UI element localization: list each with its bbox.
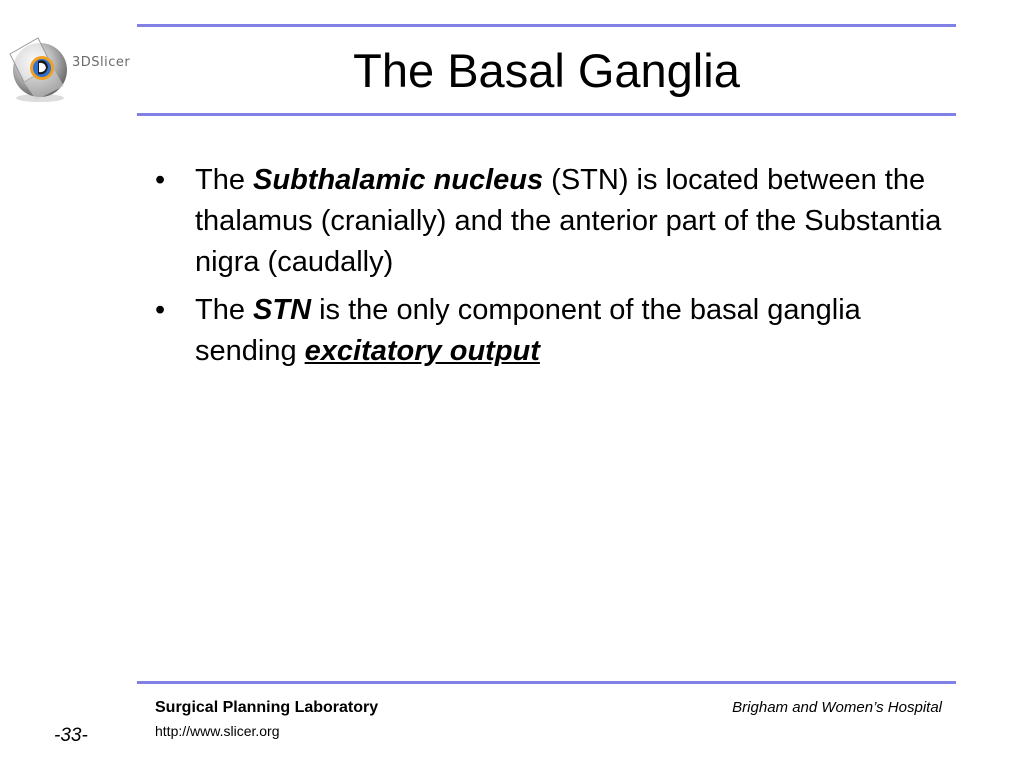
text-segment: (STN) is located between the thalamus (cranially) and the anterior part of the Substantia nigra (caudally) — [195, 164, 942, 278]
bullet-dot-icon: • — [155, 164, 166, 196]
text-segment: The — [195, 164, 254, 196]
title-rule — [137, 113, 956, 116]
emphasized-underlined-term: excitatory output — [304, 335, 540, 367]
top-rule — [137, 24, 956, 27]
emphasized-term: Subthalamic nucleus — [253, 164, 544, 196]
3dslicer-logo-icon — [4, 34, 70, 104]
text-segment: The — [195, 294, 254, 326]
logo-text: 3DSlicer — [72, 55, 131, 70]
footer-hospital-name: Brigham and Women’s Hospital — [732, 699, 942, 716]
bullet-list — [155, 160, 955, 379]
bullet-item — [155, 290, 955, 372]
page-number: -33- — [54, 725, 88, 746]
bullet-item — [155, 160, 955, 283]
3dslicer-logo — [4, 34, 138, 104]
text-segment: is the only component of the basal ganglia sending — [195, 294, 861, 367]
bullet-dot-icon: • — [155, 294, 166, 326]
footer-lab-name: Surgical Planning Laboratory — [155, 699, 379, 716]
footer-url-link[interactable]: http://www.slicer.org — [155, 723, 280, 739]
emphasized-term: STN — [253, 294, 312, 326]
slide-title: The Basal Ganglia — [353, 44, 740, 97]
footer-rule — [137, 681, 956, 684]
